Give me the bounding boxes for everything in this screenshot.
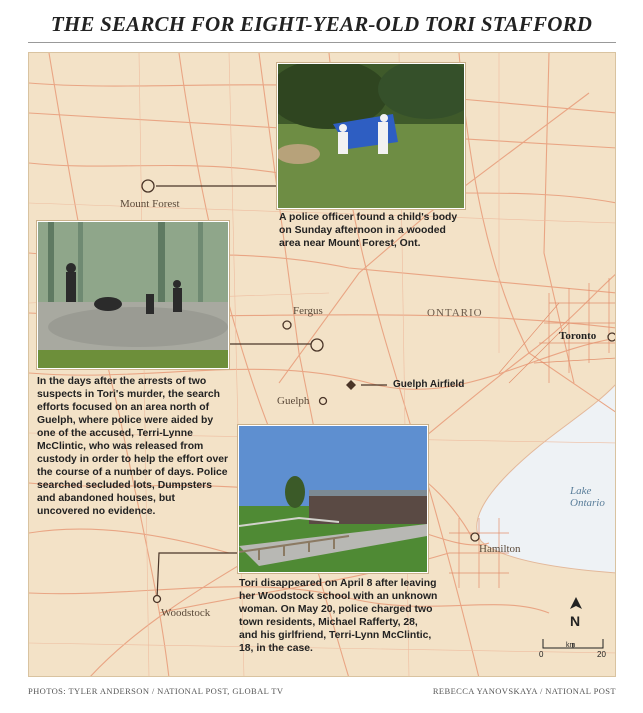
label-ontario: ONTARIO [427,307,483,319]
label-lake-ontario [570,485,605,509]
label-guelph: Guelph [277,395,310,407]
title-rule [28,42,616,43]
caption-woodstock: Tori disappeared on April 8 after leaving her Woodstock school with an unknown woman. On May 20, police charged two town residents, Michael Rafferty, 28, and his girlfriend, Terri-Lynn McClintic, 18, in the case. [239,578,438,654]
scale-min: 0 [539,650,544,659]
photo-guelph-search [37,221,229,369]
caption-mount-forest: A police officer found a child's body on Sunday afternoon in a wooded area near Mount Forest, Ont. [279,212,458,249]
scale-unit: km [566,642,576,649]
marker-woodstock [154,596,161,603]
caption-guelph: In the days after the arrests of two suspects in Tori's murder, the search efforts focused on an area north of Guelph, where police were aided by one of the accused, Terri-Lynne McClintic, who was released from custody in order to help the effort over the course of a number of days. Police searched secluded lots, Dumpsters and abandoned houses, but uncovered no evidence. [37,376,229,517]
marker-guelph [320,398,327,405]
marker-fergus [283,321,291,329]
photo-woodstock-school [238,425,428,573]
photo-credit: PHOTOS: TYLER ANDERSON / NATIONAL POST, GLOBAL TV [28,686,284,696]
label-woodstock: Woodstock [161,607,211,619]
lake-label-line1: Lake [570,485,592,497]
label-toronto: Toronto [559,330,597,342]
north-label: N [570,613,581,629]
scale-max: 20 [597,650,606,659]
label-hamilton: Hamilton [479,543,521,555]
page-title: THE SEARCH FOR EIGHT-YEAR-OLD TORI STAFFORD [50,12,593,36]
photo-mount-forest-search [277,63,465,209]
label-fergus: Fergus [293,305,323,317]
marker-mount-forest [142,180,154,192]
marker-toronto [608,333,616,341]
marker-hamilton [471,533,479,541]
lake-label-line2: Ontario [570,497,605,509]
marker-guelph-search [311,339,323,351]
map-area [28,52,616,677]
label-mount-forest: Mount Forest [120,198,180,210]
author-credit: REBECCA YANOVSKAYA / NATIONAL POST [432,686,616,696]
label-guelph-airfield: Guelph Airfield [393,379,465,390]
